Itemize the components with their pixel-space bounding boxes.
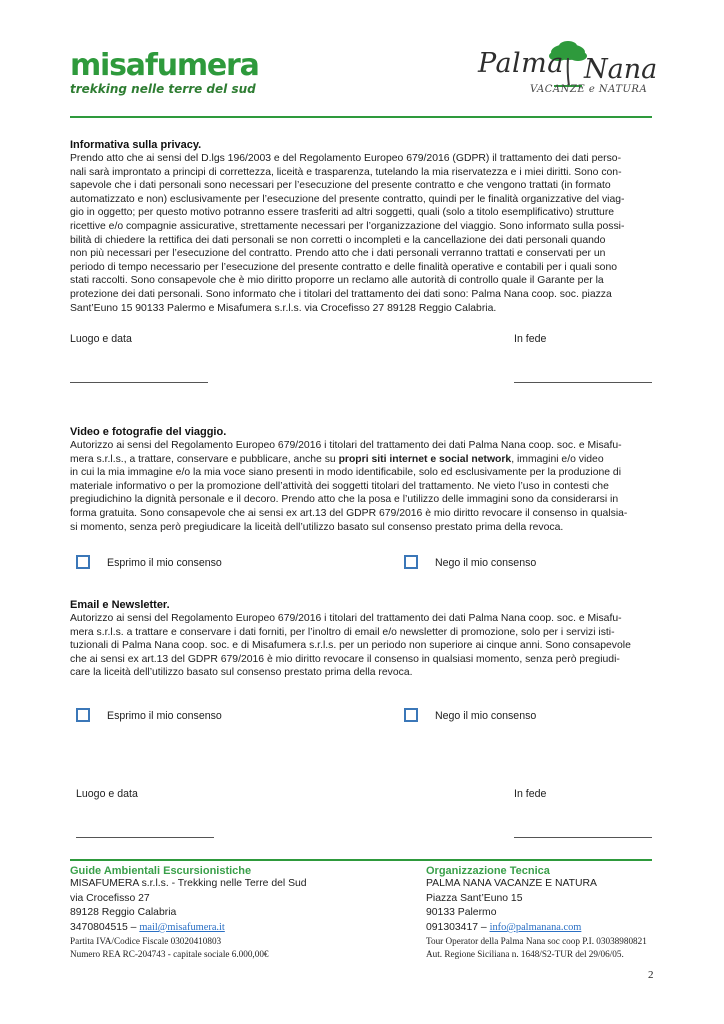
palma-nana-logo [478,40,658,100]
misafumera-logo [70,50,259,96]
palma-nana-subtitle: VACANZE e NATURA [530,84,648,95]
privacy-line: gio in oggetto; per questo motivo potranno essere trasferiti ad altri soggetti, quali (solo a titolo esemplificativo) strutture [70,207,615,219]
email-line: Autorizzo ai sensi del Regolamento Europeo 679/2016 i titolari del trattamento dei dati Palma Nana coop. soc. e Misafu- [70,613,622,624]
misafumera-brand: misafumera [70,48,259,83]
footer-right-small: Tour Operator della Palma Nana soc coop P.I. 03038980821 [426,936,647,947]
email-line: mera s.r.l.s. a trattare e conservare i dati forniti, per l’inoltro di email e/o newsletter di promozione, solo per i servizi isti- [70,626,615,638]
footer-left [70,865,390,961]
footer-right-line: 90133 Palermo [426,907,497,919]
privacy-line: bilità di chiedere la rettifica dei dati personali se non corretti o incompleti e la cancellazione dei dati personali quando [70,234,606,246]
video-line: si momento, senza però pregiudicare la liceità dell’utilizzo basato sul consenso prestato prima della revoca. [70,521,564,533]
footer-left-line: via Crocefisso 27 [70,892,150,904]
email-consent-checkbox[interactable] [76,708,90,722]
email-consent-label: Esprimo il mio consenso [107,710,222,722]
video-deny-checkbox[interactable] [404,555,418,569]
email-deny-checkbox[interactable] [404,708,418,722]
video-consent-checkbox[interactable] [76,555,90,569]
footer-right-line: PALMA NANA VACANZE E NATURA [426,878,597,889]
email-line: tuzionali di Palma Nana coop. soc. e di Misafumera s.r.l.s. per un periodo non superiore ai cinque anni. Sono consapevole [70,640,631,652]
privacy-text [70,152,656,315]
footer-left-small: Partita IVA/Codice Fiscale 03020410803 [70,936,222,947]
footer-divider [70,859,652,861]
video-section [70,425,656,534]
in-fede-label: In fede [514,333,547,345]
privacy-line: stati raccolti. Sono consapevole che è mio diritto proporre un reclamo alle autorità di controllo quale il Garante per la [70,275,604,287]
privacy-line: sapevole che i dati personali sono necessari per l’esecuzione del presente contratto e che vengono trattati (in formato [70,180,611,192]
place-date-label: Luogo e data [70,333,132,345]
video-line: in cui la mia immagine e/o la mia voce siano presenti in modo identificabile, solo ed esclusivamente per la produzione di [70,467,621,479]
page-number: 2 [648,969,654,981]
video-line: forma gratuita. Sono consapevole che ai sensi ex art.13 del GDPR 679/2016 è mio diritto revocare il consenso in qualsia- [70,507,628,519]
footer-right [426,865,676,961]
footer-left-contact: 3470804515 – mail@misafumera.it [70,921,225,933]
video-consent-label: Esprimo il mio consenso [107,557,222,569]
privacy-line: periodo di tempo necessario per l’esecuzione del presente contratto e delle finalità operative e contabili per i quali sono [70,261,618,273]
privacy-line: ricettive e/o compagnie assicurative, strettamente necessari per l’organizzazione del viaggio. Sono informato sulla possi- [70,220,625,232]
privacy-line: automatizzato e non) esclusivamente per l’esecuzione del presente contratto, quindi per le finalità organizzative del viag- [70,193,625,205]
email-text [70,612,656,680]
video-line: materiale informativo o per la promozione dell’attività dei soggetti titolari del trattamento. Ne vieto l’uso in contesti che [70,480,609,492]
footer-left-line: MISAFUMERA s.r.l.s. - Trekking nelle Terre del Sud [70,878,307,889]
email-section [70,598,656,680]
footer-left-title: Guide Ambientali Escursionistiche [70,865,252,877]
in-fede-signature-line[interactable] [514,382,652,383]
footer-right-small: Aut. Regione Siciliana n. 1648/S2-TUR del 29/06/05. [426,949,624,960]
social-network-emphasis: propri siti internet e social network [338,453,512,465]
video-line: mera s.r.l.s., a trattare, conservare e pubblicare, anche su propri siti internet e social network, immagini e/o video [70,453,604,465]
video-heading: Video e fotografie del viaggio. [70,426,227,438]
email-deny-label: Nego il mio consenso [435,710,537,722]
footer-right-contact: 091303417 – info@palmanana.com [426,921,582,933]
place-date-signature-line-2[interactable] [76,837,214,838]
in-fede-label-2: In fede [514,788,547,800]
video-deny-label: Nego il mio consenso [435,557,537,569]
footer-right-line: Piazza Sant’Euno 15 [426,892,523,904]
email-line: care la liceità dell’utilizzo basato sul consenso prestato prima della revoca. [70,667,413,679]
place-date-label-2: Luogo e data [76,788,138,800]
palmanana-email-link[interactable]: info@palmanana.com [489,921,582,933]
footer-left-small: Numero REA RC-204743 - capitale sociale 6.000,00€ [70,949,269,960]
email-line: che ai sensi ex art.13 del GDPR 679/2016 è mio diritto revocare il consenso in qualsiasi momento, senza però pregiudi- [70,653,620,665]
palma-word: Palma [478,48,564,79]
privacy-line: non più necessari per l’esecuzione del contratto. Prendo atto che i dati personali verranno trattati e conservati per un [70,248,606,260]
privacy-line: Sant’Euno 15 90133 Palermo e Misafumera s.r.l.s. via Crocefisso 27 89128 Reggio Calabria. [70,302,497,314]
place-date-signature-line[interactable] [70,382,208,383]
video-line: pregiudichino la dignità personale e il decoro. Prendo atto che la posa e l’utilizzo delle immagini sono da considerarsi in [70,494,619,506]
footer-right-title: Organizzazione Tecnica [426,865,550,877]
footer-left-line: 89128 Reggio Calabria [70,907,177,919]
privacy-line: nali sarà improntato a principi di correttezza, liceità e trasparenza, tutelando la mia riservatezza e i miei diritti. Sono con- [70,166,622,178]
privacy-heading: Informativa sulla privacy. [70,139,202,151]
misafumera-tagline: trekking nelle terre del sud [70,82,256,96]
in-fede-signature-line-2[interactable] [514,837,652,838]
nana-word: Nana [584,54,658,85]
header-divider [70,116,652,118]
email-heading: Email e Newsletter. [70,599,170,611]
privacy-line: protezione dei dati personali. Sono informato che i titolari del trattamento dei dati sono: Palma Nana coop. soc. piazza [70,288,612,300]
video-line: Autorizzo ai sensi del Regolamento Europeo 679/2016 i titolari del trattamento dei dati Palma Nana coop. soc. e Misafu- [70,440,622,451]
privacy-section [70,138,656,315]
video-text [70,439,656,534]
privacy-line: Prendo atto che ai sensi del D.lgs 196/2003 e del Regolamento Europeo 679/2016 (GDPR) il trattamento dei dati perso- [70,153,622,164]
misafumera-email-link[interactable]: mail@misafumera.it [139,921,225,933]
